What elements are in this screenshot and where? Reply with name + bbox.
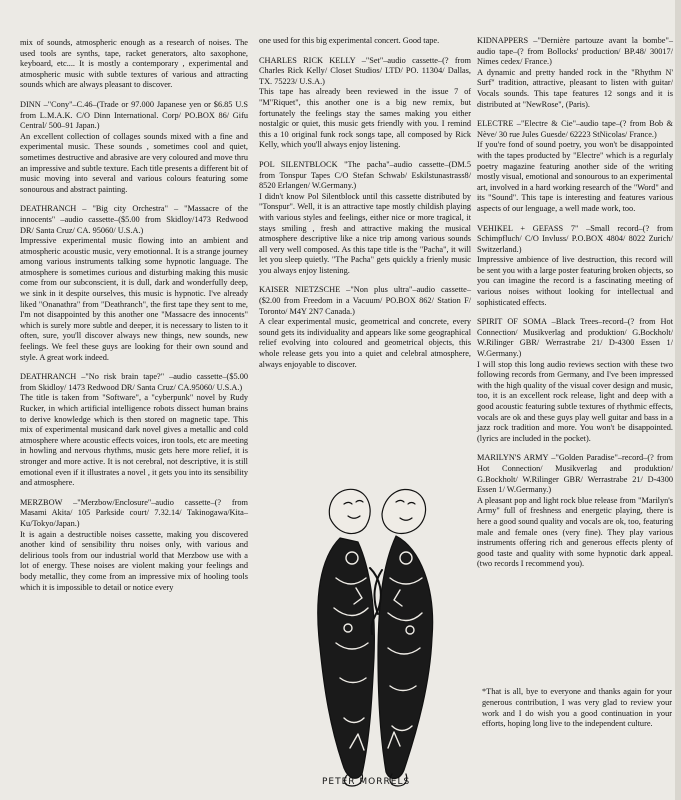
review-heading: ELECTRE –"Electre & Cie"–audio tape–(? from Bob & Nève/ 30 rue Jules Guesde/ 62223 StNicolas/ France.)	[477, 119, 673, 139]
review-body: An excellent collection of collages sounds mixed with a fine and experimental music. These sounds , sometimes cool and quiet, sometimes destructive and abrasive are very coloured and move thru an impressive and subtle texture. Each title presents a different bit of music moving into several and various colours featuring some sonourous and abstract painting.	[20, 131, 248, 194]
review-heading: DINN –"Cony"–C.46–(Trade or 97.000 Japanese yen or $6.85 U.S from L.M.A.K. C/O Dinn International. Corp/ PO.BOX 86/ Gifu Central/ 500–91 Japan.)	[20, 99, 248, 131]
review-body: A dynamic and pretty handed rock in the "Rhythm N' Surf" tradition, attractive, pleasant to listen with guitar/ Vocals sounds. This tape features 12 songs and it is distributed at "NewRose", (Paris).	[477, 67, 673, 109]
artist-signature: PETER MORRELS	[322, 777, 411, 787]
review-entry-spirit-of-soma	[477, 317, 673, 444]
review-heading: SPIRIT OF SOMA –Black Trees–record–(? from Hot Connection/ Musikverlag and produktion/ G.Bockholt/ W.Rilinger GBR/ Werrastrabe 21/ D-4300 Essen 1/ W.Germany.)	[477, 317, 673, 359]
review-body: It is again a destructible noises cassette, making you discovered another kind of sensibility thru noises only, with various and delirious tools from our industrial world that Merzbow use with a lot of energy. These noises are violent making your feelings and body metallic, they come from an impressive mix of hooling tools which it is impossible to detail or notice every	[20, 529, 248, 592]
review-entry-marilyns-army	[477, 453, 673, 570]
review-entry	[20, 38, 248, 91]
review-entry-electre	[477, 119, 673, 214]
review-entry	[259, 36, 471, 47]
column-left	[20, 38, 248, 602]
review-body: Impressive experimental music flowing into an ambient and atmospheric acoustic music, very emotionnal. It is a strange journey among various instruments talking some hypnotic language. The atmosphere is sometimes curious and disturbing making this music come from our subconscient, it is dull, dark and wonderfully deep, we sink in it despite ourselves, this music is hypnotic. I've already liked "Onanathra" from "Deathranch", the first tape they sent to me, I'm not disappointed by this another one "Massacre des innocents" which is surely more subtle and deeper, it is necessary to listen to it often, sure, you'll discover always new things, new sounds, new feelings. We feel these guys are looking for their own sound and style. A great work indeed.	[20, 236, 248, 362]
review-entry-kaiser-nietzsche	[259, 285, 471, 370]
review-body: Impressive ambience of live destruction, this record will be sent you with a large poster featuring broken objects, so you can imagine the record is a fascinating meeting of various noises without looking for intellectual and sophisticated effects.	[477, 255, 673, 307]
review-body: one used for this big experimental concert. Good tape.	[259, 36, 440, 45]
column-right	[477, 36, 673, 579]
review-entry-merzbow	[20, 498, 248, 593]
review-entry-kidnappers	[477, 36, 673, 110]
review-entry-deathranch-2	[20, 372, 248, 489]
review-body: I will stop this long audio reviews section with these two following records from Germany, and I've been impressed with the high quality of the visual cover design and music, too, it is an excellent rock release, light and deep with a good acoustic featuring subtle textures of rhythmic effects, vocals are ok and these guys play well guitar and bass in a jazz rock tradition and more. You won't be disappointed. (lyrics are included in the pocket).	[477, 359, 673, 443]
review-body: This tape has already been reviewed in the issue 7 of "M"Riquet", this another one is a big new remix, but fortunately the feelings stay the sames making you either nostalgic or quiet, this music gets friendly with you. I remind this a 10 original funk rock songs tape, all composed by Rick Kelly, which you'll always enjoy listening.	[259, 87, 471, 150]
review-entry-dinn	[20, 100, 248, 195]
review-body: A clear experimental music, geometrical and concrete, every sound gets its individuality and appears like some geographical relief evolving into coloured and geometrical objects, this whole release gets you into a quiet and celebral atmosphere, always enjoyable to discover.	[259, 317, 471, 369]
review-entry-pol-silentblock	[259, 160, 471, 277]
review-entry-deathranch-1	[20, 204, 248, 363]
review-body: mix of sounds, atmospheric enough as a research of noises. The used tools are synths, tape, racket generators, alto saxophone, keyboard, etc.... It is mostly a contemporary , experimental and atmospheric music with subtle textures of various and attracting sounds which are always pleasant to discover.	[20, 38, 248, 90]
review-entry-vehikel-gefass	[477, 224, 673, 309]
column-middle	[259, 36, 471, 379]
closing-note: *That is all, bye to everyone and thanks again for your generous contribution, I was very glad to review your work and I do wish you a good continuation in your efforts, hoping long live to the independent culture.	[482, 687, 672, 729]
review-body: The title is taken from "Software", a "cyberpunk" novel by Rudy Rucker, in which artificial intelligence robots dissect human brains to derive knowledge which is then stored on magnetic tape. This mix of experimental musicand dark novel gives a metallic and cold atmosphere where acoustic effects voices, iron tools, etc are meeting in howling and nervous rhythms, music gets here more relief, it is stronger and more active. It is not cerebral, not descriptive, it is still emotional even if it illustrates a novel , it gets you into its sensibility and atmosphere.	[20, 393, 248, 488]
review-heading: KAISER NIETZSCHE –"Non plus ultra"–audio cassette–($2.00 from Freedom in a Vacuum/ PO.BOX 862/ Station F/ Toronto/ M4Y 2N7 Canada.)	[259, 285, 471, 316]
review-body: A pleasant pop and light rock blue release from "Marilyn's Army" full of freshness and energetic playing, there is here a good sound quality and vocals are ok, too, featuring male and female ones (very fine). They play various instruments offering rich and generous effects plenty of good taste and quality with some hypnotic dark appeal. (two records I recommend you).	[477, 495, 673, 569]
review-heading: POL SILENTBLOCK "The pacha"–audio cassette–(DM.5 from Tonspur Tapes C/O Stefan Schwab/ Eskilstunastrass8/ 8520 Erlangen/ W.Germany.)	[259, 159, 471, 191]
review-heading: KIDNAPPERS –"Dernière partouze avant la bombe"–audio tape–(? from Bollocks' production/ BP.48/ 30017/ Nimes cedex/ France.)	[477, 36, 673, 67]
review-heading: DEATHRANCH – "Big city Orchestra" – "Massacre of the innocents" –audio cassette–($5.00 from Skidloy/1473 Redwood DR/ Santa Cruz/ CA. 95060/ U.S.A.)	[20, 204, 248, 235]
review-heading: MERZBOW –"Merzbow/Enclosure"–audio cassette–(? from Masami Akita/ 105 Parkside court/ 7.32.14/ Takinogawa/Kita–Ku/Tokyo/Japan.)	[20, 497, 248, 528]
review-heading: CHARLES RICK KELLY –"Set"–audio cassette–(? from Charles Rick Kelly/ Closet Studios/ LTD/ PO. 11304/ Dallas, TX. 75223/ U.S.A.)	[259, 55, 471, 86]
review-body: I didn't know Pol Silentblock until this cassette distributed by "Tonspur". Well, it is an attractive tape mostly childish playing with various styles and feelings, either nice or more tragical, it stays smiling , fresh and attractive making the musical atmosphere descriptive like a nice trip among various sounds all very well composed. As this tape title is the "Pacha", it will let you sleep quietly. "The Pacha" gets quickly a frienly music you always enjoy listening.	[259, 191, 471, 275]
review-heading: DEATHRANCH –"No risk brain tape?" –audio cassette–($5.00 from Skidloy/ 1473 Redwood DR/ Santa Cruz/ CA.95060/ U.S.A.)	[20, 372, 248, 392]
scan-edge-shadow	[675, 0, 681, 800]
review-heading: MARILYN'S ARMY –"Golden Paradise"–record–(? from Hot Connection/ Musikverlag and produktion/ G.Bockholt/ W.Rilinger GBR/ Werrastrabe 21/ D-4300 Essen 1/ W.Germany.)	[477, 453, 673, 495]
ink-drawing-figures-icon	[300, 478, 450, 798]
review-heading: VEHIKEL + GEFASS 7" –Small record–(? from Schimpfluch/ C/O Invluss/ P.O.BOX 4804/ 8022 Zurich/ Switzerland.)	[477, 223, 673, 254]
review-entry-charles-rick-kelly	[259, 56, 471, 151]
review-body: If you're fond of sound poetry, you won't be disappointed with the tapes producted by "Electre" which is a regurlaly poetry magazine featuring another side of the writing mostly visual, emotional and sonourous to an experimental art, involved in a hard working research of the "Word" and its "Sound". This tape is interesting and features various aspects of our lenguage, a well made work, too.	[477, 140, 673, 213]
